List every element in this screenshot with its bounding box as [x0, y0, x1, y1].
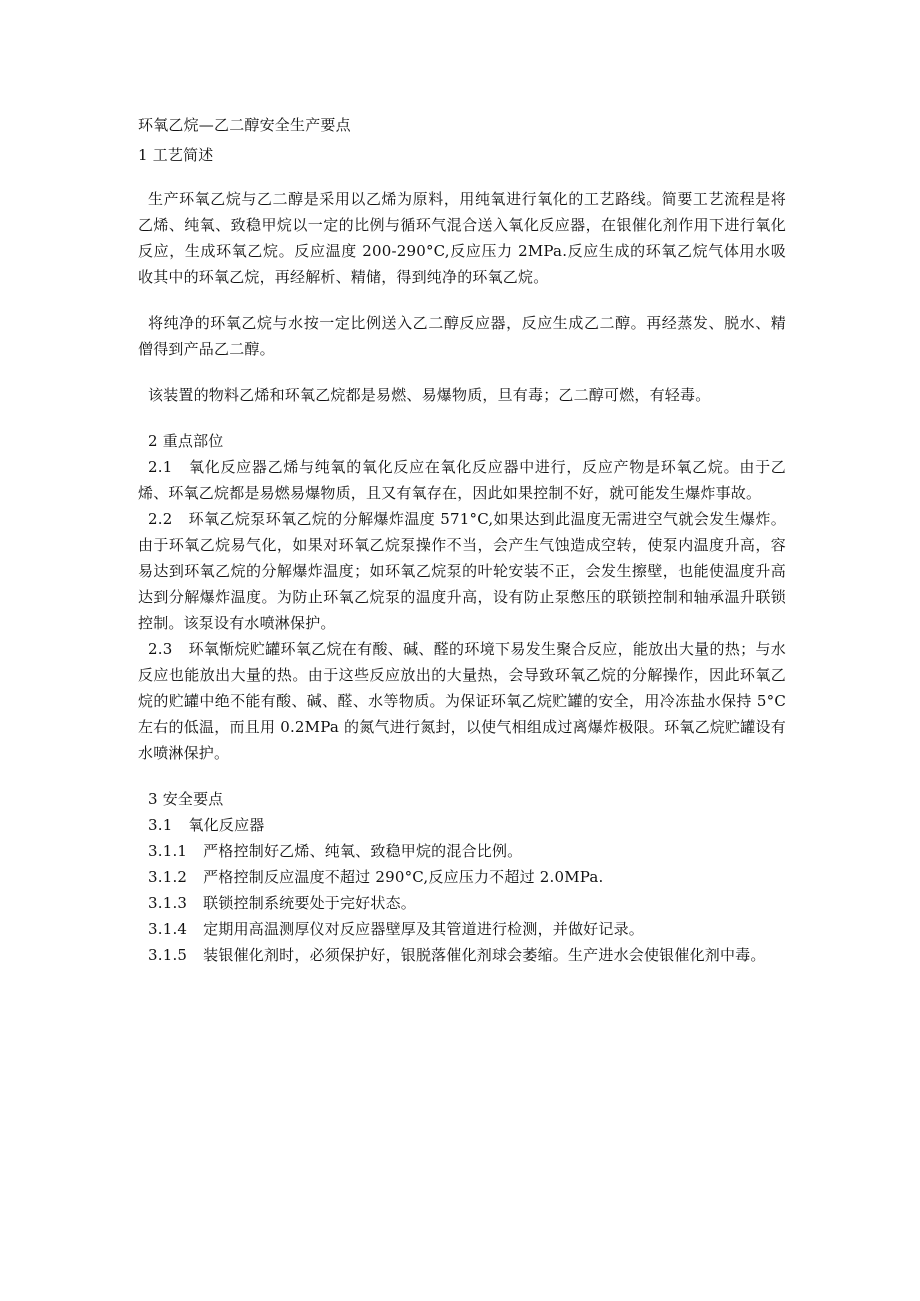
document-body	[138, 112, 786, 968]
section-3-item-3-1-1	[138, 838, 786, 864]
section-1-paragraph-3: 该装置的物料乙烯和环氧乙烷都是易燃、易爆物质，旦有毒；乙二醇可燃，有轻毒。	[148, 386, 711, 404]
item-number: 3.1.2	[148, 868, 188, 886]
item-text: 严格控制好乙烯、纯氧、致稳甲烷的混合比例。	[203, 842, 523, 860]
item-text: 环氧惭烷贮罐环氧乙烷在有酸、碱、醛的环境下易发生聚合反应，能放出大量的热；与水反应也能放出大量的热。由于这些反应放出的大量热，会导致环氧乙烷的分解操作，因此环氧乙烷的贮罐中绝不能有酸、碱、醛、水等物质。为保证环氧乙烷贮罐的安全，用冷冻盐水保持 5°C 左右的低温，而且用 0.2MPa 的氮气进行氮封，以使气相组成过离爆炸极限。环氧乙烷贮罐设有水喷淋保护。	[138, 640, 786, 762]
section-3-item-3-1-4	[138, 916, 786, 942]
item-text: 定期用高温测厚仪对反应器壁厚及其管道进行检测，并做好记录。	[203, 920, 644, 938]
section-3-item-3-1-3	[138, 890, 786, 916]
section-2-heading: 2 重点部位	[148, 432, 224, 450]
section-3-subheading	[138, 812, 786, 838]
sub-number: 3.1	[148, 816, 173, 834]
item-text: 联锁控制系统要处于完好状态。	[203, 894, 416, 912]
section-2-item-2-3	[138, 636, 786, 766]
item-number: 3.1.4	[148, 920, 188, 938]
section-3-item-3-1-5	[138, 942, 786, 968]
section-3-heading: 3 安全要点	[148, 790, 224, 808]
section-2-item-2-2	[138, 506, 786, 636]
section-1-paragraph-2: 将纯净的环氧乙烷与水按一定比例送入乙二醇反应器，反应生成乙二醇。再经蒸发、脱水、精僧得到产品乙二醇。	[138, 314, 786, 358]
item-number: 2.2	[148, 510, 173, 528]
item-number: 2.1	[148, 458, 173, 476]
item-text: 装银催化剂时，必须保护好，银脱落催化剂球会萎缩。生产进水会使银催化剂中毒。	[203, 946, 766, 964]
sub-label: 氧化反应器	[188, 816, 265, 834]
document-title: 环氧乙烷—乙二醇安全生产要点	[138, 116, 351, 134]
section-1-paragraph-1: 生产环氧乙烷与乙二醇是采用以乙烯为原料，用纯氧进行氧化的工艺路线。简要工艺流程是将乙烯、纯氧、致稳甲烷以一定的比例与循环气混合送入氧化反应器，在银催化剂作用下进行氧化反应，生成环氧乙烷。反应温度 200-290°C,反应压力 2MPa.反应生成的环氧乙烷气体用水吸收其中的环氧乙烷，再经解析、精储，得到纯净的环氧乙烷。	[138, 190, 786, 286]
item-number: 3.1.5	[148, 946, 188, 964]
item-text: 氧化反应器乙烯与纯氧的氧化反应在氧化反应器中进行，反应产物是环氧乙烷。由于乙烯、环氧乙烷都是易燃易爆物质，且又有氧存在，因此如果控制不好，就可能发生爆炸事故。	[138, 458, 786, 502]
section-1-heading: 1 工艺简述	[138, 146, 214, 164]
section-2-item-2-1	[138, 454, 786, 506]
item-number: 3.1.1	[148, 842, 188, 860]
item-text: 严格控制反应温度不超过 290°C,反应压力不超过 2.0MPa.	[203, 868, 604, 886]
section-3-item-3-1-2	[138, 864, 786, 890]
item-number: 3.1.3	[148, 894, 188, 912]
item-text: 环氧乙烷泵环氧乙烷的分解爆炸温度 571°C,如果达到此温度无需进空气就会发生爆炸。由于环氧乙烷易气化，如果对环氧乙烷泵操作不当，会产生气蚀造成空转，使泵内温度升高，容易达到环氧乙烷的分解爆炸温度；如环氧乙烷泵的叶轮安装不正，会发生擦壁，也能使温度升高达到分解爆炸温度。为防止环氧乙烷泵的温度升高，设有防止泵憋压的联锁控制和轴承温升联锁控制。该泵设有水喷淋保护。	[138, 510, 786, 632]
item-number: 2.3	[148, 640, 173, 658]
